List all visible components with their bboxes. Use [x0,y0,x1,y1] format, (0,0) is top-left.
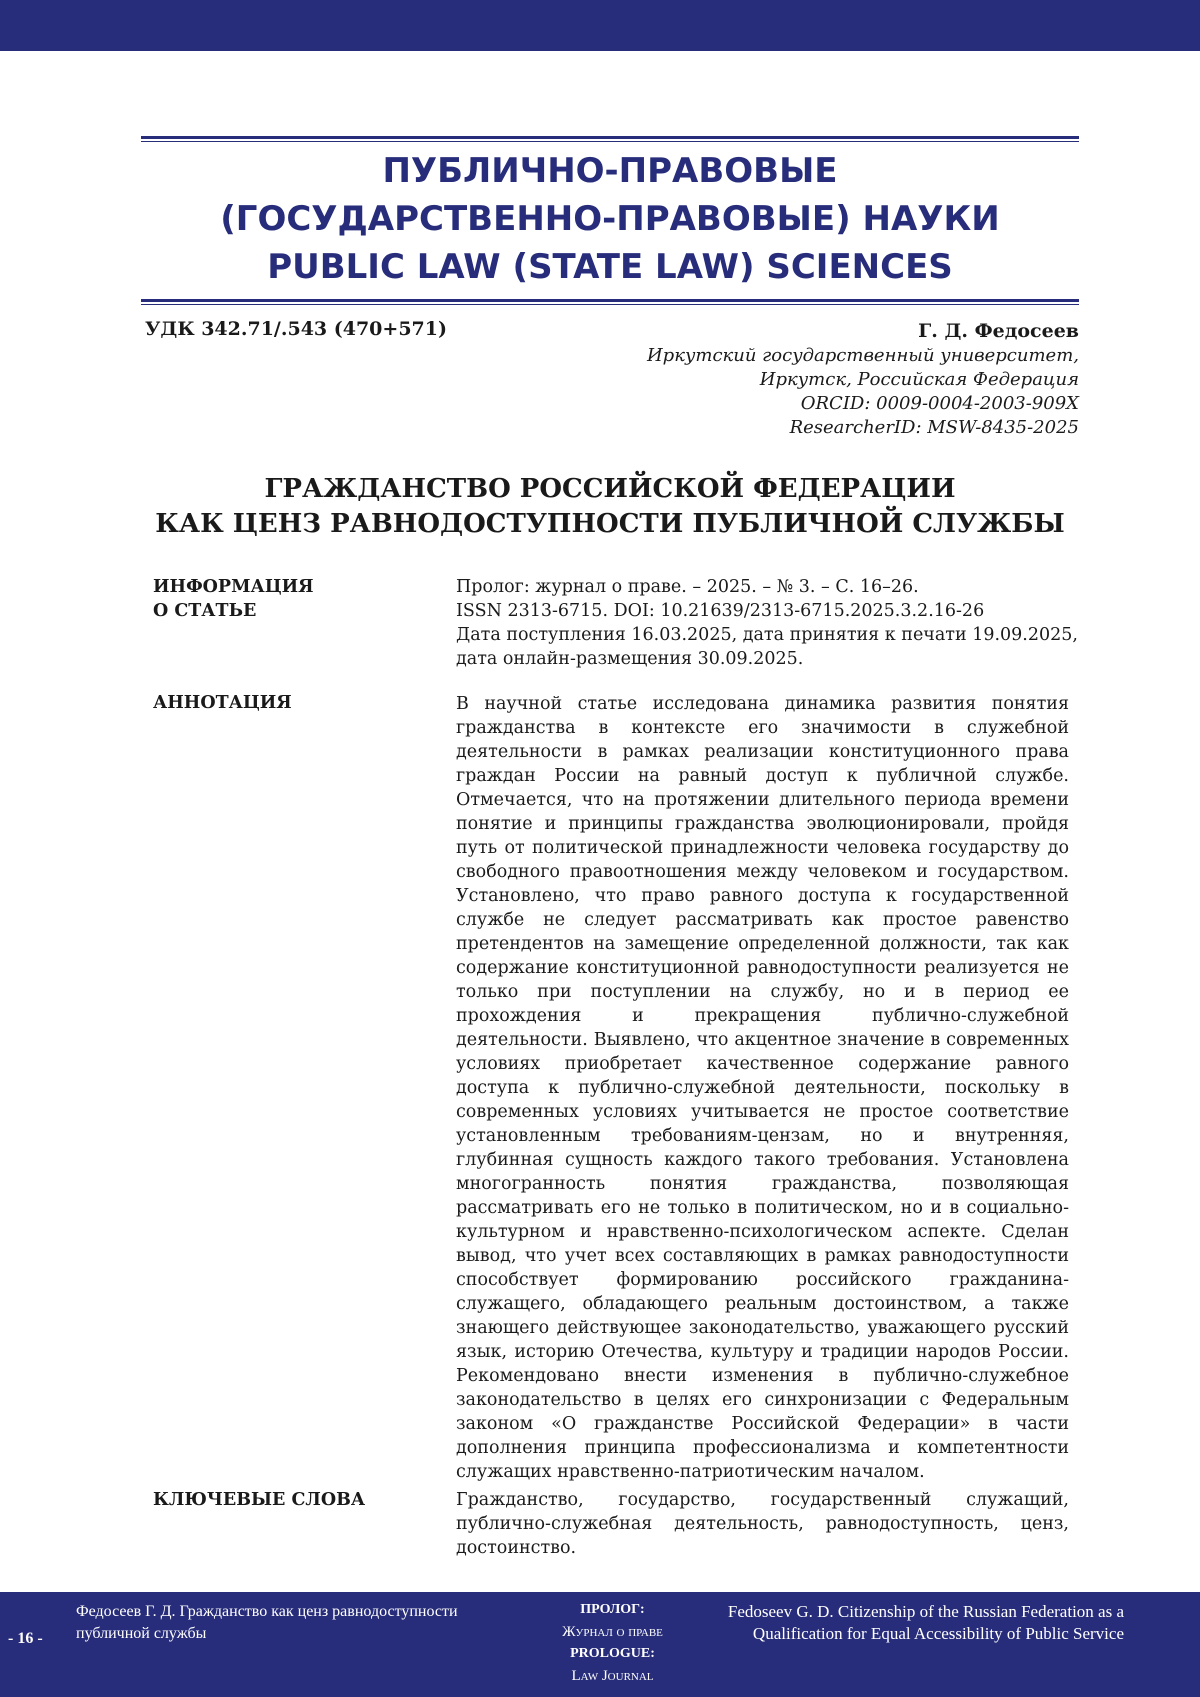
header-rule-bottom [141,299,1079,305]
journal-subtitle-en: Law Journal [571,1668,654,1684]
footer-citation-ru: Федосеев Г. Д. Гражданство как ценз равнодоступности публичной службы [76,1603,458,1642]
researcher-id-line: ResearcherID: MSW-8435-2025 [789,417,1079,438]
author-block [647,318,1079,440]
article-title-line: КАК ЦЕНЗ РАВНОДОСТУПНОСТИ ПУБЛИЧНОЙ СЛУЖБЫ [155,509,1065,539]
footer [0,1592,1200,1697]
abstract-label: АННОТАЦИЯ [153,693,292,713]
section-title-line: (ГОСУДАРСТВЕННО-ПРАВОВЫЕ) НАУКИ [220,199,1000,239]
dates-line: дата онлайн-размещения 30.09.2025. [456,649,804,669]
journal-name [510,1599,715,1687]
footer-citation-en: Fedoseev G. D. Citizenship of the Russian Federation as a Qualification for Equal Accessibility of Public Service [727,1602,1124,1643]
issn-doi-line: ISSN 2313-6715. DOI: 10.21639/2313-6715.2025.3.2.16-26 [456,601,985,621]
author-name: Г. Д. Федосеев [918,320,1079,342]
citation-line: Пролог: журнал о праве. – 2025. – № 3. – С. 16–26. [456,577,919,597]
journal-name-en: PROLOGUE: [570,1646,655,1661]
affiliation-line: Иркутский государственный университет, [646,345,1079,366]
section-title [141,142,1079,299]
info-label-line: О СТАТЬЕ [153,601,257,621]
dates-line: Дата поступления 16.03.2025, дата принятия к печати 19.09.2025, [456,625,1078,645]
udk-code: УДК 342.71/.543 (470+571) [145,318,447,340]
affiliation-line: Иркутск, Российская Федерация [759,369,1079,390]
section-title-line: PUBLIC LAW (STATE LAW) SCIENCES [267,247,953,287]
section-header [141,136,1079,305]
abstract-text: В научной статье исследована динамика развития понятия гражданства в контексте его значимости в служебной деятельности в рамках реализации конституционного права граждан России на равный доступ к публичной службе. Отмечается, что на протяжении длительного периода времени понятие и принципы гражданства эволюционировали, пройдя путь от политической принадлежности человека государству до свободного правоотношения между человеком и государством. Установлено, что право равного доступа к государственной службе не следует рассматривать как простое равенство претендентов на замещение определенной должности, так как содержание конституционной равнодоступности реализуется не только при поступлении на службу, но и в период ее прохождения и прекращения публично-служебной деятельности. Выявлено, что акцентное значение в современных условиях приобретает качественное содержание равного доступа к публично-служебной деятельности, поскольку в современных условиях учитывается не простое соответствие установленным требованиям-цензам, но и внутренняя, глубинная сущность каждого такого требования. Установлена многогранность понятия гражданства, позволяющая рассматривать его не только в политическом, но и в социально-культурном и нравственно-психологическом аспекте. Сделан вывод, что учет всех составляющих в рамках равнодоступности способствует формированию российского гражданина-служащего, обладающего реальным достоинством, а также знающего действующее законодательство, уважающего русский язык, историю Отечества, культуру и традиции народов России. Рекомендовано внести изменения в публично-служебное законодательство в целях его синхронизации с Федеральным законом «О гражданстве Российской Федерации» в части дополнения принципа профессионализма и компетентности служащих нравственно-патриотическим началом. [456,694,1069,1482]
info-label-line: ИНФОРМАЦИЯ [153,577,314,597]
keywords-label: КЛЮЧЕВЫЕ СЛОВА [153,1490,366,1510]
top-banner [0,0,1200,51]
page-number: - 16 - [8,1630,43,1647]
article-title [141,472,1079,542]
orcid-line: ORCID: 0009-0004-2003-909X [800,393,1079,414]
info-label [153,575,314,623]
keywords-content: Гражданство, государство, государственный служащий, публично-служебная деятельность, равнодоступность, ценз, достоинство. [456,1490,1069,1558]
journal-name-ru: ПРОЛОГ: [580,1602,645,1617]
info-content [456,575,1078,671]
abstract-content [456,692,1069,1484]
article-title-line: ГРАЖДАНСТВО РОССИЙСКОЙ ФЕДЕРАЦИИ [264,474,956,504]
section-title-line: ПУБЛИЧНО-ПРАВОВЫЕ [382,151,838,191]
journal-subtitle-ru: Журнал о праве [562,1624,663,1640]
